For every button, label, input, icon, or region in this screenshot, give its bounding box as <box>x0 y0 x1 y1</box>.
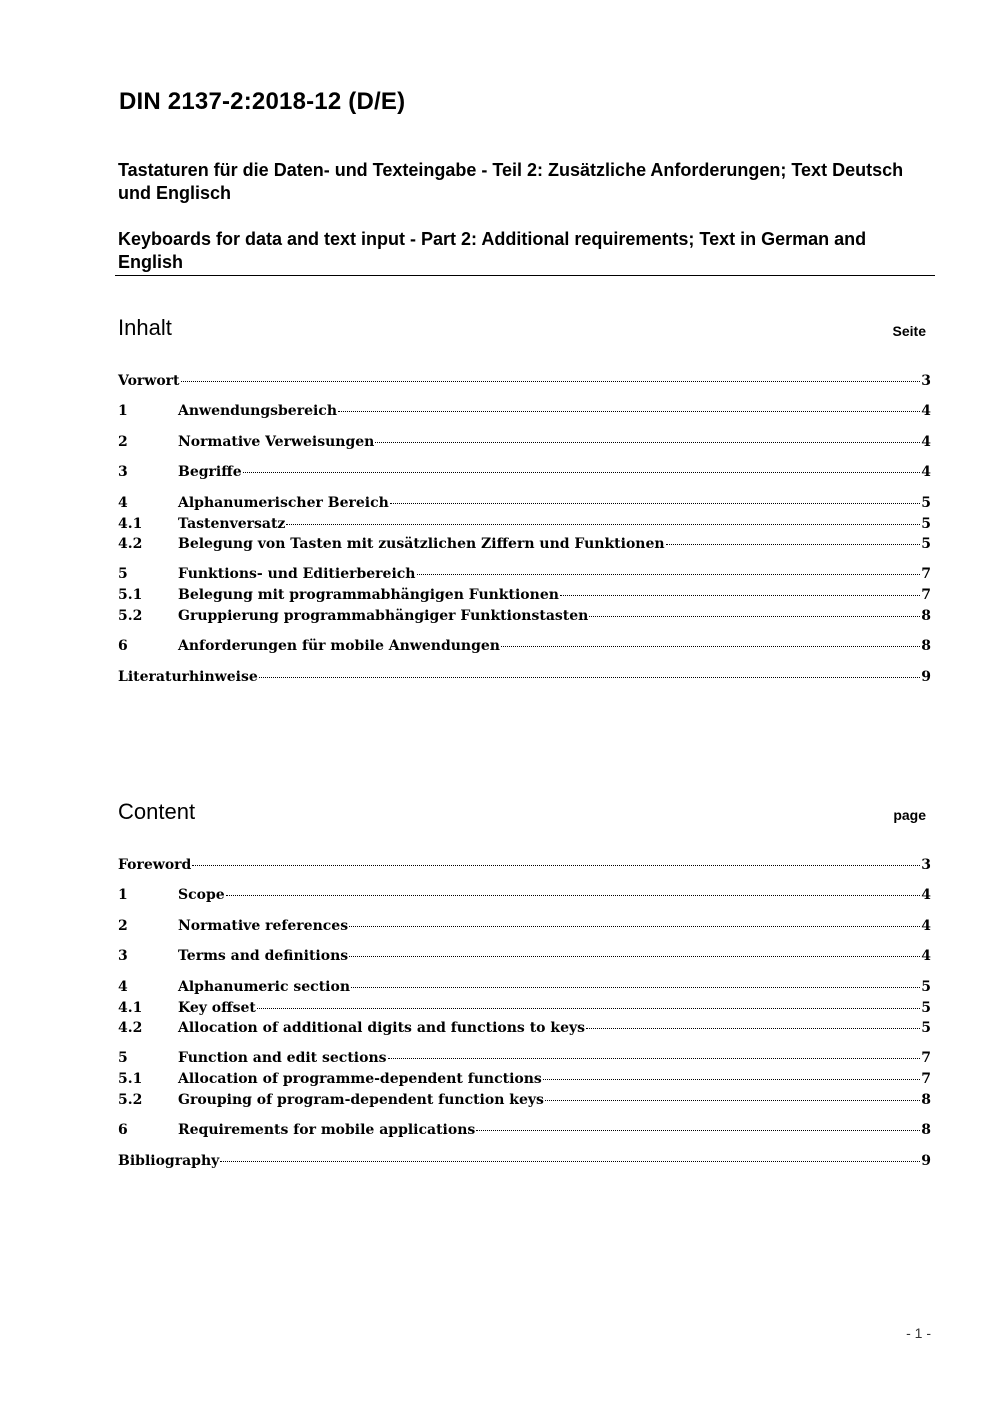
toc-english-page-label: page <box>893 807 926 823</box>
toc-entry-page: 3 <box>921 373 931 389</box>
toc-entry-number: 4.1 <box>118 1000 143 1016</box>
toc-entry-number: 5 <box>118 566 128 582</box>
toc-entry-label: Normative Verweisungen <box>178 434 375 450</box>
toc-entry-number: 5.2 <box>118 1092 143 1108</box>
toc-dot-leader <box>257 1004 920 1009</box>
toc-entry-label: Key offset <box>178 1000 256 1016</box>
toc-entry[interactable] <box>118 668 931 686</box>
toc-dot-leader <box>666 540 921 545</box>
toc-dot-leader <box>243 468 921 473</box>
toc-entry-page: 8 <box>921 638 931 654</box>
toc-dot-leader <box>220 1157 920 1162</box>
document-subtitle-english: Keyboards for data and text input - Part 2: Additional requirements; Text in German and English <box>118 229 867 272</box>
toc-entry[interactable] <box>118 494 931 512</box>
toc-german-page-label: Seite <box>892 323 926 339</box>
toc-dot-leader <box>388 1054 921 1059</box>
toc-entry[interactable] <box>118 586 931 604</box>
toc-entry-page: 3 <box>921 857 931 873</box>
toc-entry-label: Begriffe <box>178 464 242 480</box>
toc-entry-page: 7 <box>921 1071 931 1087</box>
toc-entry[interactable] <box>118 886 931 904</box>
toc-entry[interactable] <box>118 402 931 420</box>
toc-entry-label: Foreword <box>118 857 192 873</box>
toc-german-header <box>118 315 926 345</box>
toc-entry[interactable] <box>118 515 931 533</box>
toc-entry[interactable] <box>118 856 931 874</box>
toc-dot-leader <box>589 612 920 617</box>
toc-entry-label: Bibliography <box>118 1153 220 1169</box>
toc-dot-leader <box>349 922 920 927</box>
toc-entry-label: Tastenversatz <box>178 516 286 532</box>
toc-entry-page: 5 <box>921 1000 931 1016</box>
toc-dot-leader <box>390 499 920 504</box>
toc-entry-label: Grouping of program-dependent function keys <box>178 1092 544 1108</box>
toc-entry-number: 5.1 <box>118 1071 143 1087</box>
toc-entry[interactable] <box>118 999 931 1017</box>
toc-entry-number: 4 <box>118 495 128 511</box>
toc-dot-leader <box>586 1024 920 1029</box>
toc-entry-label: Terms and definitions <box>178 948 349 964</box>
toc-entry-page: 7 <box>921 566 931 582</box>
toc-entry[interactable] <box>118 463 931 481</box>
toc-entry-page: 4 <box>921 918 931 934</box>
toc-english-heading: Content <box>118 799 196 824</box>
toc-entry[interactable] <box>118 565 931 583</box>
toc-entry-page: 9 <box>921 669 931 685</box>
toc-entry-page: 4 <box>921 948 931 964</box>
toc-entry-page: 7 <box>921 1050 931 1066</box>
toc-entry-number: 5.1 <box>118 587 143 603</box>
toc-entry[interactable] <box>118 947 931 965</box>
toc-german-heading: Inhalt <box>118 315 172 340</box>
toc-entry-number: 4.2 <box>118 536 143 552</box>
toc-entry[interactable] <box>118 1019 931 1037</box>
toc-entry-number: 2 <box>118 918 128 934</box>
toc-dot-leader <box>417 570 921 575</box>
toc-entry-number: 4.2 <box>118 1020 143 1036</box>
toc-entry-number: 4 <box>118 979 128 995</box>
toc-entry-label: Alphanumerischer Bereich <box>178 495 389 511</box>
toc-entry-label: Alphanumeric section <box>178 979 351 995</box>
toc-entry-page: 4 <box>921 434 931 450</box>
toc-entry-number: 6 <box>118 1122 128 1138</box>
toc-entry-label: Literaturhinweise <box>118 669 258 685</box>
toc-entry-label: Funktions- und Editierbereich <box>178 566 416 582</box>
toc-entry-page: 9 <box>921 1153 931 1169</box>
toc-entry-page: 8 <box>921 608 931 624</box>
toc-entry[interactable] <box>118 1070 931 1088</box>
toc-english-header <box>118 799 926 829</box>
toc-entry-label: Requirements for mobile applications <box>178 1122 476 1138</box>
toc-dot-leader <box>349 952 920 957</box>
toc-dot-leader <box>545 1096 920 1101</box>
toc-dot-leader <box>338 407 920 412</box>
title-divider <box>115 275 935 276</box>
toc-entry-label: Vorwort <box>118 373 180 389</box>
toc-entry-number: 4.1 <box>118 516 143 532</box>
toc-entry-label: Anforderungen für mobile Anwendungen <box>178 638 500 654</box>
toc-entry-label: Function and edit sections <box>178 1050 387 1066</box>
toc-dot-leader <box>192 861 920 866</box>
toc-entry-number: 3 <box>118 464 128 480</box>
toc-entry-page: 5 <box>921 1020 931 1036</box>
toc-dot-leader <box>501 642 920 647</box>
toc-entry-page: 4 <box>921 403 931 419</box>
toc-entry[interactable] <box>118 978 931 996</box>
toc-dot-leader <box>560 591 920 596</box>
toc-entry-page: 5 <box>921 979 931 995</box>
toc-entry-page: 5 <box>921 495 931 511</box>
toc-entry-page: 4 <box>921 464 931 480</box>
toc-entry-number: 1 <box>118 403 128 419</box>
toc-dot-leader <box>351 983 920 988</box>
toc-dot-leader <box>375 438 920 443</box>
document-subtitle-german: Tastaturen für die Daten- und Texteingabe - Teil 2: Zusätzliche Anforderungen; Text Deutsch und Englisch <box>118 160 904 203</box>
toc-entry[interactable] <box>118 917 931 935</box>
toc-entry[interactable] <box>118 1121 931 1139</box>
toc-entry-number: 6 <box>118 638 128 654</box>
toc-entry[interactable] <box>118 1091 931 1109</box>
toc-entry-number: 1 <box>118 887 128 903</box>
toc-entry-number: 3 <box>118 948 128 964</box>
toc-entry-page: 4 <box>921 887 931 903</box>
toc-dot-leader <box>286 520 920 525</box>
toc-entry-number: 2 <box>118 434 128 450</box>
toc-entry[interactable] <box>118 637 931 655</box>
toc-entry[interactable] <box>118 433 931 451</box>
toc-entry-label: Belegung von Tasten mit zusätzlichen Ziffern und Funktionen <box>178 536 665 552</box>
toc-entry-label: Scope <box>178 887 225 903</box>
page-number: - 1 - <box>906 1325 931 1341</box>
toc-dot-leader <box>226 891 921 896</box>
toc-dot-leader <box>543 1075 920 1080</box>
toc-entry-page: 8 <box>921 1092 931 1108</box>
toc-dot-leader <box>259 673 921 678</box>
toc-entry[interactable] <box>118 1152 931 1170</box>
toc-entry-page: 7 <box>921 587 931 603</box>
document-title: DIN 2137-2:2018-12 (D/E) <box>119 88 406 115</box>
toc-entry[interactable] <box>118 372 931 390</box>
toc-dot-leader <box>476 1126 920 1131</box>
toc-entry-number: 5 <box>118 1050 128 1066</box>
toc-entry-page: 5 <box>921 516 931 532</box>
toc-entry-label: Anwendungsbereich <box>178 403 337 419</box>
toc-entry-label: Normative references <box>178 918 349 934</box>
toc-entry-page: 8 <box>921 1122 931 1138</box>
toc-entry-label: Allocation of additional digits and functions to keys <box>178 1020 585 1036</box>
toc-entry-label: Gruppierung programmabhängiger Funktionstasten <box>178 608 589 624</box>
toc-entry-number: 5.2 <box>118 608 143 624</box>
toc-entry-label: Allocation of programme-dependent functions <box>178 1071 542 1087</box>
toc-entry[interactable] <box>118 535 931 553</box>
toc-entry[interactable] <box>118 1049 931 1067</box>
toc-entry[interactable] <box>118 607 931 625</box>
toc-entry-page: 5 <box>921 536 931 552</box>
toc-entry-label: Belegung mit programmabhängigen Funktionen <box>178 587 559 603</box>
toc-dot-leader <box>181 377 921 382</box>
